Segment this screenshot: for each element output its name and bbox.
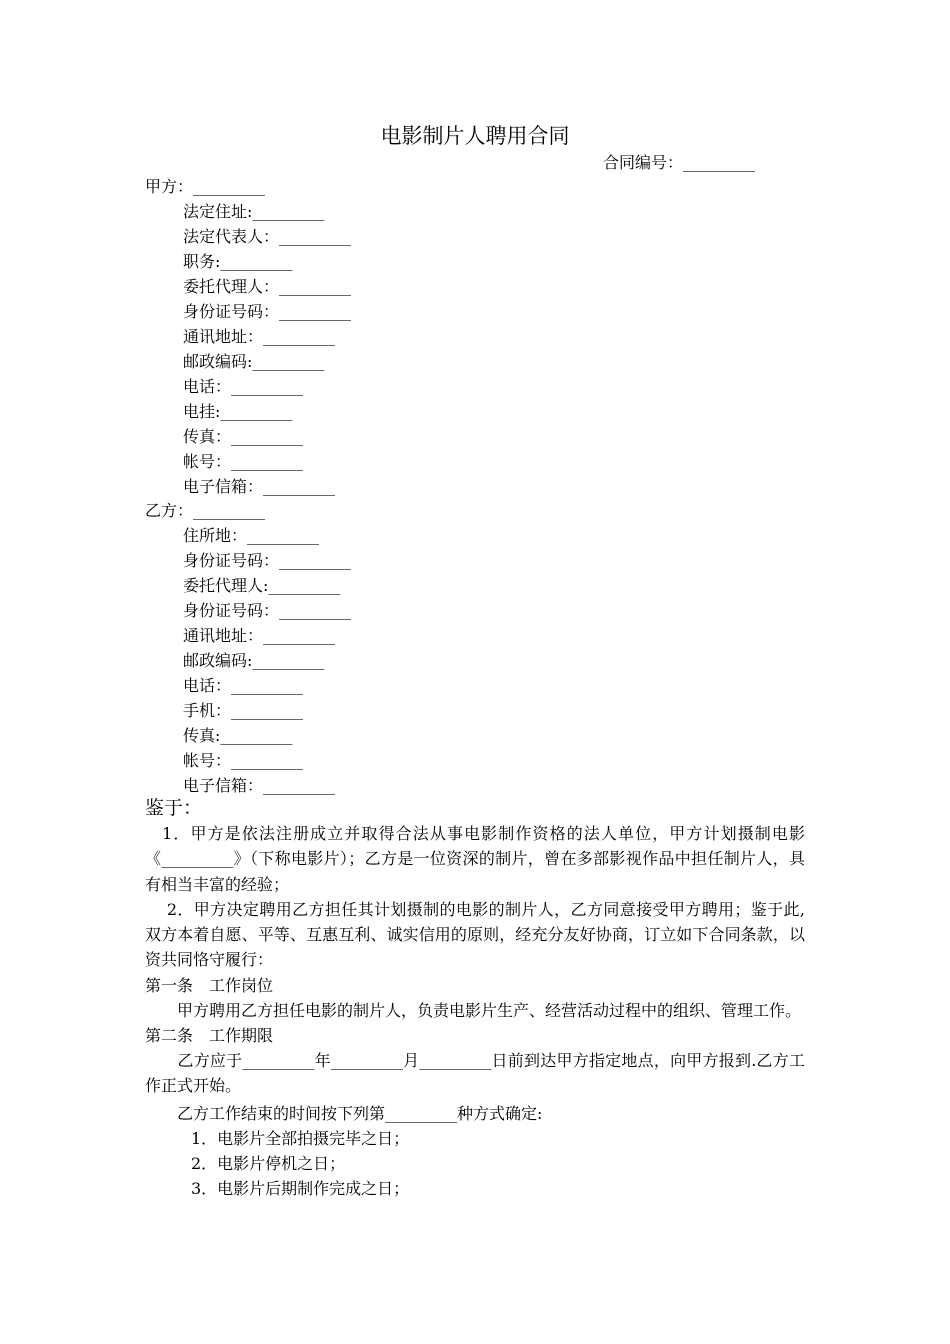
end-option-2: 2．电影片停机之日； [191, 1153, 346, 1173]
party-a-phone: 电话：_________ [183, 377, 304, 396]
party-b-agent-id-number: 身份证号码：_________ [183, 601, 352, 620]
party-b-postcode: 邮政编码:_________ [183, 651, 325, 670]
party-a-agent: 委托代理人：_________ [183, 277, 352, 296]
party-a-postcode: 邮政编码:_________ [183, 352, 325, 371]
party-a-legal-address: 法定住址:_________ [183, 202, 325, 221]
whereas-clause-2: 2．甲方决定聘用乙方担任其计划摄制的电影的制片人，乙方同意接受甲方聘用；鉴于此,双方本着自愿、平等、互惠互利、诚实信用的原则，经充分友好协商，订立如下合同条款，以资共同恪守履行： [145, 899, 805, 970]
party-b-section [145, 498, 805, 798]
contract-number-field: 合同编号：_________ [603, 153, 756, 172]
party-a-position: 职务:_________ [183, 252, 293, 271]
party-b-account: 帐号：_________ [183, 751, 304, 770]
party-a-fax: 传真：_________ [183, 427, 304, 446]
end-option-3: 3．电影片后期制作完成之日； [191, 1178, 410, 1198]
contract-body [145, 796, 805, 1201]
party-b-agent: 委托代理人:_________ [183, 576, 341, 595]
party-a-id-number: 身份证号码：_________ [183, 302, 352, 321]
article-2-end-rule: 乙方工作结束的时间按下列第_________种方式确定: [145, 1103, 543, 1123]
party-a-account: 帐号：_________ [183, 452, 304, 471]
end-option-1: 1．电影片全部拍摄完毕之日； [191, 1128, 410, 1148]
article-1-body: 甲方聘用乙方担任电影的制片人，负责电影片生产、经营活动过程中的组织、管理工作。 [145, 1000, 802, 1020]
party-b-heading: 乙方：_________ [145, 501, 266, 520]
party-b-mailing-address: 通讯地址：_________ [183, 626, 336, 645]
article-2-heading: 第二条 工作期限 [145, 1026, 274, 1046]
party-b-mobile: 手机：_________ [183, 701, 304, 720]
party-a-email: 电子信箱：_________ [183, 477, 336, 496]
article-1-heading: 第一条 工作岗位 [145, 975, 274, 995]
party-b-phone: 电话：_________ [183, 676, 304, 695]
whereas-heading: 鉴于： [145, 797, 203, 819]
party-a-section [145, 174, 805, 499]
party-a-mailing-address: 通讯地址：_________ [183, 327, 336, 346]
whereas-clause-1: 1．甲方是依法注册成立并取得合法从事电影制作资格的法人单位，甲方计划摄制电影《_________》（下称电影片）；乙方是一位资深的制片，曾在多部影视作品中担任制片人，具有相当丰富的经验； [145, 824, 805, 894]
party-b-id-number: 身份证号码：_________ [183, 551, 352, 570]
party-a-legal-representative: 法定代表人：_________ [183, 227, 352, 246]
party-b-fax: 传真:_________ [183, 726, 293, 745]
document-title: 电影制片人聘用合同 [380, 124, 570, 148]
party-a-cable: 电挂:_________ [183, 402, 293, 421]
party-a-heading: 甲方：_________ [145, 177, 266, 196]
party-b-email: 电子信箱：_________ [183, 776, 336, 795]
article-2-body: 乙方应于_________年_________月_________日前到达甲方指定地点，向甲方报到.乙方工作正式开始。 [145, 1051, 805, 1096]
party-b-residence: 住所地：_________ [183, 526, 320, 545]
